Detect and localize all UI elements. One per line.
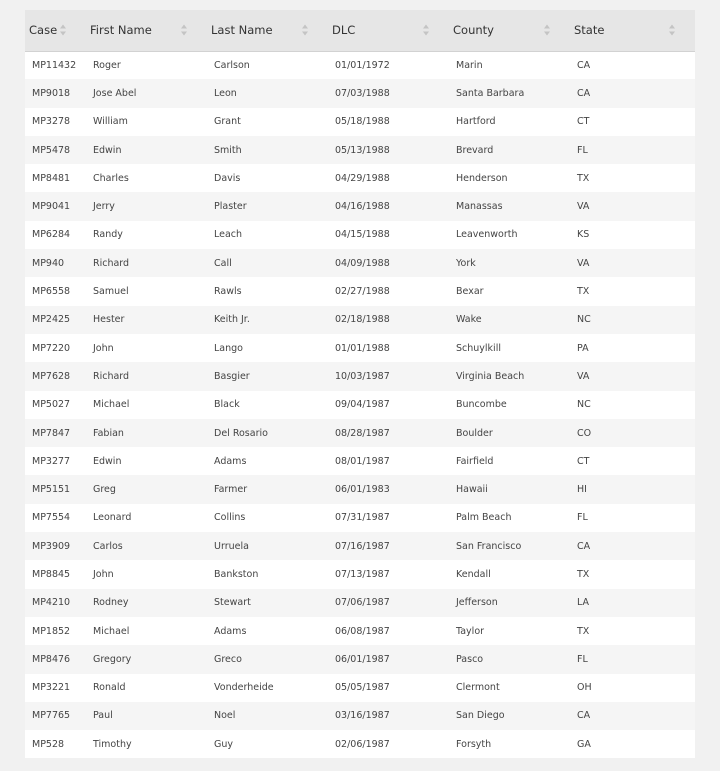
- cell-case: MP8845: [32, 568, 71, 580]
- cases-table-frame: [25, 10, 695, 758]
- cell-case: MP8476: [32, 653, 71, 665]
- sort-icon[interactable]: [669, 25, 675, 36]
- header-row: [25, 10, 695, 51]
- cell-last-name: Black: [214, 399, 240, 411]
- cell-state: CT: [577, 455, 590, 467]
- sort-icon[interactable]: [60, 25, 66, 36]
- table-body: [25, 51, 695, 758]
- cell-state: CT: [577, 116, 590, 128]
- cell-last-name: Smith: [214, 144, 242, 156]
- cell-last-name: Bankston: [214, 568, 259, 580]
- cell-state: VA: [577, 201, 590, 213]
- cell-dlc: 10/03/1987: [335, 370, 390, 382]
- sort-icon[interactable]: [544, 25, 550, 36]
- column-header-label: DLC: [332, 23, 356, 38]
- cell-dlc: 05/13/1988: [335, 144, 390, 156]
- table-row[interactable]: [25, 447, 695, 475]
- cell-state: CA: [577, 59, 591, 71]
- cell-dlc: 09/04/1987: [335, 399, 390, 411]
- table-row[interactable]: [25, 475, 695, 503]
- cell-dlc: 02/18/1988: [335, 314, 390, 326]
- sort-icon[interactable]: [181, 25, 187, 36]
- cell-first-name: Gregory: [93, 653, 132, 665]
- cell-last-name: Greco: [214, 653, 242, 665]
- cell-first-name: Roger: [93, 59, 121, 71]
- cell-county: Taylor: [456, 625, 485, 637]
- cell-state: NC: [577, 399, 591, 411]
- cell-first-name: Jose Abel: [93, 87, 137, 99]
- cell-county: Virginia Beach: [456, 370, 525, 382]
- table-row[interactable]: [25, 108, 695, 136]
- cell-last-name: Urruela: [214, 540, 249, 552]
- cell-last-name: Plaster: [214, 201, 247, 213]
- cell-case: MP4210: [32, 597, 71, 609]
- cell-county: Hartford: [456, 116, 496, 128]
- cell-first-name: Hester: [93, 314, 125, 326]
- cell-county: Boulder: [456, 427, 493, 439]
- cell-first-name: Greg: [93, 484, 116, 496]
- cell-case: MP940: [32, 257, 65, 269]
- cell-dlc: 07/03/1988: [335, 87, 390, 99]
- cell-first-name: Fabian: [93, 427, 124, 439]
- sort-icon[interactable]: [302, 25, 308, 36]
- cases-table: [25, 10, 695, 758]
- cell-first-name: Edwin: [93, 144, 122, 156]
- cell-last-name: Grant: [214, 116, 241, 128]
- cell-last-name: Collins: [214, 512, 246, 524]
- cell-county: Kendall: [456, 568, 491, 580]
- column-header-label: Case: [29, 23, 58, 38]
- cell-first-name: John: [93, 568, 114, 580]
- cell-dlc: 07/13/1987: [335, 568, 390, 580]
- cell-state: PA: [577, 342, 589, 354]
- cell-first-name: Michael: [93, 399, 130, 411]
- column-header-first-name[interactable]: [86, 10, 207, 51]
- cell-dlc: 05/05/1987: [335, 682, 390, 694]
- cell-state: CA: [577, 540, 591, 552]
- cell-first-name: Ronald: [93, 682, 126, 694]
- table-row[interactable]: [25, 504, 695, 532]
- cell-case: MP7628: [32, 370, 71, 382]
- table-row[interactable]: [25, 362, 695, 390]
- cell-state: CO: [577, 427, 592, 439]
- cell-state: OH: [577, 682, 592, 694]
- cell-case: MP2425: [32, 314, 71, 326]
- column-header-state[interactable]: [570, 10, 695, 51]
- cell-case: MP7220: [32, 342, 71, 354]
- table-row[interactable]: [25, 334, 695, 362]
- cell-case: MP1852: [32, 625, 71, 637]
- cell-first-name: Michael: [93, 625, 130, 637]
- cell-county: Jefferson: [456, 597, 498, 609]
- cell-first-name: Jerry: [93, 201, 115, 213]
- cell-dlc: 04/15/1988: [335, 229, 390, 241]
- cell-case: MP3909: [32, 540, 71, 552]
- cell-state: TX: [577, 286, 590, 298]
- column-header-county[interactable]: [449, 10, 570, 51]
- cell-last-name: Farmer: [214, 484, 248, 496]
- cell-dlc: 05/18/1988: [335, 116, 390, 128]
- table-row[interactable]: [25, 136, 695, 164]
- cell-first-name: Charles: [93, 172, 129, 184]
- column-header-label: First Name: [90, 23, 152, 38]
- cell-case: MP5478: [32, 144, 71, 156]
- table-row[interactable]: [25, 730, 695, 758]
- cell-last-name: Leon: [214, 87, 237, 99]
- cell-first-name: William: [93, 116, 128, 128]
- cell-county: Schuylkill: [456, 342, 501, 354]
- table-row[interactable]: [25, 589, 695, 617]
- table-row[interactable]: [25, 277, 695, 305]
- cell-first-name: Samuel: [93, 286, 129, 298]
- column-header-case[interactable]: [25, 10, 86, 51]
- table-row[interactable]: [25, 560, 695, 588]
- table-row[interactable]: [25, 532, 695, 560]
- cell-first-name: Leonard: [93, 512, 132, 524]
- cell-dlc: 08/01/1987: [335, 455, 390, 467]
- cell-dlc: 01/01/1972: [335, 59, 390, 71]
- cell-first-name: Edwin: [93, 455, 122, 467]
- cell-state: FL: [577, 512, 588, 524]
- cell-dlc: 04/16/1988: [335, 201, 390, 213]
- cell-state: TX: [577, 568, 590, 580]
- table-row[interactable]: [25, 617, 695, 645]
- cell-state: TX: [577, 172, 590, 184]
- cell-county: San Francisco: [456, 540, 522, 552]
- cell-county: Marin: [456, 59, 483, 71]
- sort-icon[interactable]: [423, 25, 429, 36]
- cell-last-name: Stewart: [214, 597, 251, 609]
- cell-dlc: 02/27/1988: [335, 286, 390, 298]
- table-row[interactable]: [25, 306, 695, 334]
- cell-last-name: Del Rosario: [214, 427, 268, 439]
- cell-case: MP9018: [32, 87, 71, 99]
- cell-state: CA: [577, 87, 591, 99]
- cell-state: KS: [577, 229, 590, 241]
- cell-dlc: 03/16/1987: [335, 710, 390, 722]
- cell-last-name: Carlson: [214, 59, 250, 71]
- cell-dlc: 01/01/1988: [335, 342, 390, 354]
- cell-first-name: Timothy: [93, 738, 132, 750]
- column-header-dlc[interactable]: [328, 10, 449, 51]
- cell-first-name: John: [93, 342, 114, 354]
- cell-county: Fairfield: [456, 455, 494, 467]
- cell-first-name: Paul: [93, 710, 113, 722]
- cell-county: Wake: [456, 314, 482, 326]
- cell-state: VA: [577, 257, 590, 269]
- cell-county: Clermont: [456, 682, 500, 694]
- cell-last-name: Leach: [214, 229, 243, 241]
- table-row[interactable]: [25, 192, 695, 220]
- column-header-label: County: [453, 23, 494, 38]
- cell-state: NC: [577, 314, 591, 326]
- cell-case: MP11432: [32, 59, 77, 71]
- cell-county: Palm Beach: [456, 512, 512, 524]
- cell-state: LA: [577, 597, 590, 609]
- cell-county: Pasco: [456, 653, 484, 665]
- cell-county: Hawaii: [456, 484, 488, 496]
- table-row[interactable]: [25, 164, 695, 192]
- cell-county: Bexar: [456, 286, 484, 298]
- column-header-label: Last Name: [211, 23, 273, 38]
- cell-dlc: 04/29/1988: [335, 172, 390, 184]
- table-row[interactable]: [25, 702, 695, 730]
- cell-state: HI: [577, 484, 587, 496]
- cell-case: MP7847: [32, 427, 71, 439]
- cell-last-name: Noel: [214, 710, 236, 722]
- cell-last-name: Adams: [214, 455, 247, 467]
- cell-case: MP3277: [32, 455, 71, 467]
- column-header-label: State: [574, 23, 605, 38]
- cell-dlc: 06/08/1987: [335, 625, 390, 637]
- cell-case: MP5151: [32, 484, 71, 496]
- table-row[interactable]: [25, 674, 695, 702]
- cell-last-name: Vonderheide: [214, 682, 274, 694]
- cell-case: MP528: [32, 738, 65, 750]
- cell-state: FL: [577, 653, 588, 665]
- cell-dlc: 07/06/1987: [335, 597, 390, 609]
- cell-state: CA: [577, 710, 591, 722]
- cell-county: Forsyth: [456, 738, 492, 750]
- cell-case: MP8481: [32, 172, 71, 184]
- table-row[interactable]: [25, 391, 695, 419]
- cell-case: MP7554: [32, 512, 71, 524]
- cell-county: Leavenworth: [456, 229, 518, 241]
- cell-state: FL: [577, 144, 588, 156]
- cell-county: Manassas: [456, 201, 503, 213]
- cell-first-name: Richard: [93, 257, 130, 269]
- cell-case: MP6284: [32, 229, 71, 241]
- cell-last-name: Basgier: [214, 370, 250, 382]
- table-row[interactable]: [25, 249, 695, 277]
- cell-dlc: 02/06/1987: [335, 738, 390, 750]
- cell-case: MP3221: [32, 682, 71, 694]
- cell-first-name: Randy: [93, 229, 123, 241]
- cell-county: Buncombe: [456, 399, 507, 411]
- cell-first-name: Rodney: [93, 597, 129, 609]
- cell-county: San Diego: [456, 710, 505, 722]
- table-row[interactable]: [25, 51, 695, 79]
- cell-first-name: Richard: [93, 370, 130, 382]
- cell-case: MP5027: [32, 399, 71, 411]
- cell-state: TX: [577, 625, 590, 637]
- table-row[interactable]: [25, 221, 695, 249]
- cell-county: Santa Barbara: [456, 87, 525, 99]
- cell-state: VA: [577, 370, 590, 382]
- cell-last-name: Keith Jr.: [214, 314, 250, 326]
- cell-case: MP3278: [32, 116, 71, 128]
- cell-dlc: 04/09/1988: [335, 257, 390, 269]
- cell-county: York: [456, 257, 476, 269]
- cell-last-name: Lango: [214, 342, 243, 354]
- cell-case: MP6558: [32, 286, 71, 298]
- cell-last-name: Rawls: [214, 286, 242, 298]
- cell-dlc: 07/31/1987: [335, 512, 390, 524]
- cell-dlc: 06/01/1983: [335, 484, 390, 496]
- cell-state: GA: [577, 738, 591, 750]
- cell-last-name: Davis: [214, 172, 241, 184]
- table-row[interactable]: [25, 645, 695, 673]
- table-header: [25, 10, 695, 51]
- cell-last-name: Guy: [214, 738, 234, 750]
- cell-dlc: 07/16/1987: [335, 540, 390, 552]
- cell-case: MP7765: [32, 710, 71, 722]
- cell-dlc: 08/28/1987: [335, 427, 390, 439]
- cell-county: Brevard: [456, 144, 494, 156]
- table-row[interactable]: [25, 79, 695, 107]
- cell-dlc: 06/01/1987: [335, 653, 390, 665]
- cell-county: Henderson: [456, 172, 508, 184]
- cell-case: MP9041: [32, 201, 71, 213]
- table-row[interactable]: [25, 419, 695, 447]
- cell-last-name: Call: [214, 257, 232, 269]
- cell-first-name: Carlos: [93, 540, 123, 552]
- cell-last-name: Adams: [214, 625, 247, 637]
- column-header-last-name[interactable]: [207, 10, 328, 51]
